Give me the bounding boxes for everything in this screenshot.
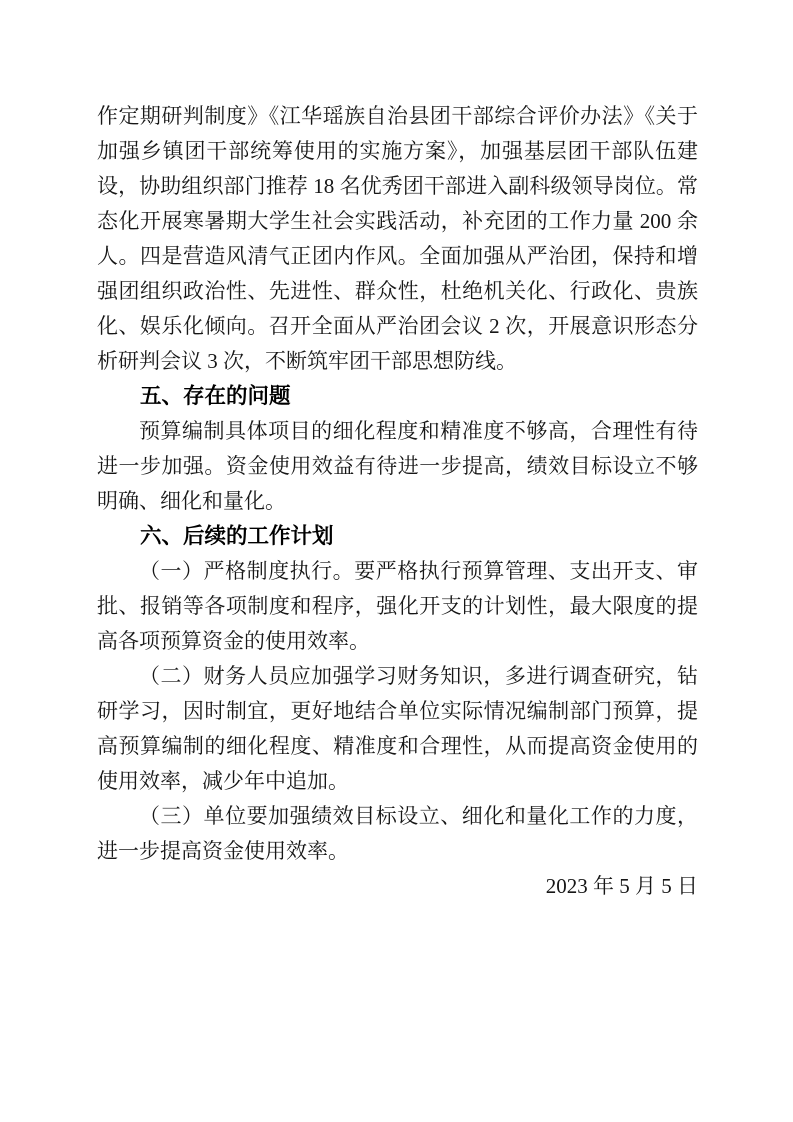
body-paragraph: （二）财务人员应加强学习财务知识，多进行调查研究，钻研学习，因时制宜，更好地结合单位实际情况编制部门预算，提高预算编制的细化程度、精准度和合理性，从而提高资金使用的使用效率，减少年中追加。 <box>97 664 698 793</box>
body-paragraph: （三）单位要加强绩效目标设立、细化和量化工作的力度，进一步提高资金使用效率。 <box>97 804 698 863</box>
body-paragraph: 预算编制具体项目的细化程度和精准度不够高，合理性有待进一步加强。资金使用效益有待进一步提高，绩效目标设立不够明确、细化和量化。 <box>97 419 698 513</box>
document-content <box>97 99 698 904</box>
date-line: 2023 年 5 月 5 日 <box>545 874 698 898</box>
body-paragraph: （一）严格制度执行。要严格执行预算管理、支出开支、审批、报销等各项制度和程序，强化开支的计划性，最大限度的提高各项预算资金的使用效率。 <box>97 559 698 653</box>
body-paragraph: 作定期研判制度》《江华瑶族自治县团干部综合评价办法》《关于加强乡镇团干部统筹使用的实施方案》，加强基层团干部队伍建设，协助组织部门推荐 18 名优秀团干部进入副科级领导岗位。常态化开展寒暑期大学生社会实践活动，补充团的工作力量 200 余人。四是营造风清气正团内作风。全面加强从严治团，保持和增强团组织政治性、先进性、群众性，杜绝机关化、行政化、贵族化、娱乐化倾向。召开全面从严治团会议 2 次，开展意识形态分析研判会议 3 次，不断筑牢团干部思想防线。 <box>97 104 698 373</box>
section-heading: 六、后续的工作计划 <box>140 524 334 548</box>
section-heading: 五、存在的问题 <box>140 384 291 408</box>
